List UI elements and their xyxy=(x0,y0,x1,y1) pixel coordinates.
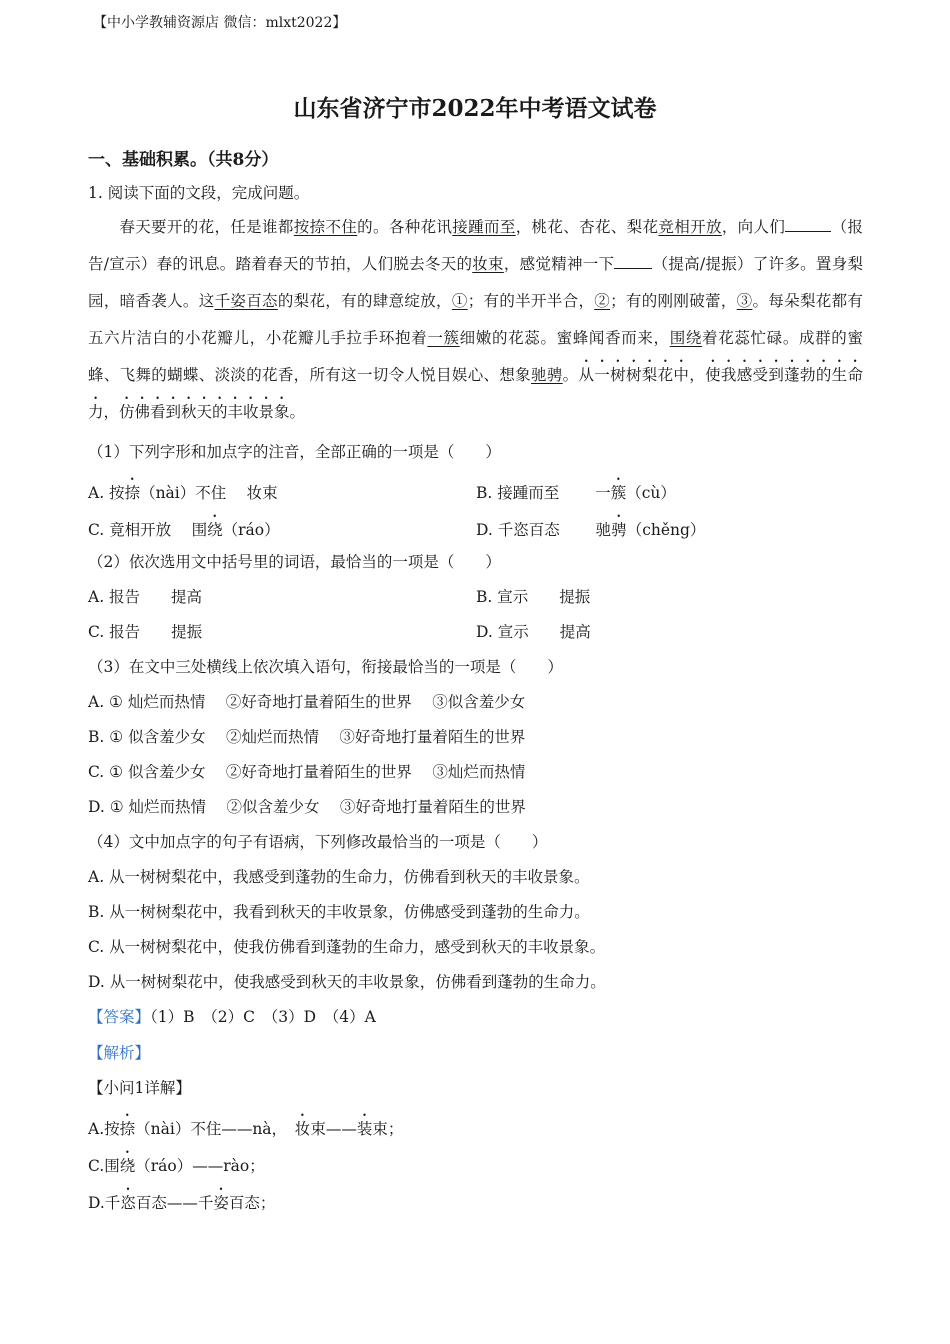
passage-text: （提高/提振）了许多。置身梨园，暗香袭人。这 xyxy=(88,255,863,310)
answer-label: 【答案】 xyxy=(88,1008,151,1026)
dotted-sentence: 从一树树梨花中，使我感受到蓬勃的生命力，仿佛看到秋天的丰收景象。 xyxy=(88,366,863,421)
dotted-char: 装 xyxy=(356,1120,373,1138)
underlined-word: 围绕 xyxy=(669,329,703,347)
passage-text: ，桃花、杏花、梨花 xyxy=(515,218,659,236)
dotted-char: 绕 xyxy=(207,521,223,539)
passage-text: 细嫩的花蕊。蜜蜂闻香而来， xyxy=(459,329,670,347)
question-4-stem: （4）文中加点字的句子有语病，下列修改最恰当的一项是（ ） xyxy=(88,833,548,851)
q1-option-c xyxy=(88,512,280,540)
explanation-d xyxy=(88,1185,275,1213)
dotted-char: 捺 xyxy=(124,484,141,502)
analysis-label: 【解析】 xyxy=(88,1044,151,1062)
answer-line xyxy=(88,1005,376,1027)
explain-text: 束—— xyxy=(310,1120,357,1138)
explanation-a xyxy=(88,1111,403,1139)
fill-blank xyxy=(819,217,831,232)
option-text: D. 千恣百态 驰 xyxy=(476,521,612,539)
q3-option-b: B. ① 似含羞少女 ②灿烂而热情 ③好奇地打量着陌生的世界 xyxy=(88,728,526,746)
fill-blank xyxy=(785,217,819,232)
explain-text: 百态； xyxy=(228,1194,276,1212)
q2-option-b: B. 宣示 提振 xyxy=(476,588,591,606)
option-text: （chěng） xyxy=(626,521,706,539)
underlined-word: 一簇 xyxy=(427,329,460,347)
explain-text: 百态——千 xyxy=(135,1194,214,1212)
q3-option-a: A. ① 灿烂而热情 ②好奇地打量着陌生的世界 ③似含羞少女 xyxy=(88,693,526,711)
passage-text: ，向人们 xyxy=(721,218,786,236)
option-text: （nài）不住 妆束 xyxy=(140,484,278,502)
dotted-char: 绕 xyxy=(119,1157,136,1175)
explain-text: C.围 xyxy=(88,1157,120,1175)
blank-marker: ① xyxy=(451,292,468,310)
question1-intro: 1. 阅读下面的文段，完成问题。 xyxy=(88,184,310,202)
passage-text: ；有的半开半合， xyxy=(467,292,595,310)
option-text: （ráo） xyxy=(222,521,280,539)
dotted-char: 恣 xyxy=(120,1194,136,1212)
underlined-word: 按捺不住 xyxy=(293,218,358,236)
underlined-word: 接踵而至 xyxy=(452,218,516,236)
explain-text: A.按 xyxy=(88,1120,120,1138)
q4-option-c: C. 从一树树梨花中，使我仿佛看到蓬勃的生命力，感受到秋天的丰收景象。 xyxy=(88,938,606,956)
q2-option-c: C. 报告 提振 xyxy=(88,623,203,641)
q2-option-d: D. 宣示 提高 xyxy=(476,623,591,641)
passage-text: 春天要开的花，任是谁都 xyxy=(119,218,294,236)
passage-text: ；有的刚刚破蕾， xyxy=(610,292,737,310)
blank-marker: ② xyxy=(594,292,611,310)
explain-text: 束； xyxy=(372,1120,404,1138)
question-1-stem: （1）下列字形和加点字的注音，全部正确的一项是（ ） xyxy=(88,443,501,461)
q3-option-c: C. ① 似含羞少女 ②好奇地打量着陌生的世界 ③灿烂而热情 xyxy=(88,763,526,781)
dotted-char: 簇 xyxy=(610,484,627,502)
q4-option-a: A. 从一树树梨花中，我感受到蓬勃的生命力，仿佛看到秋天的丰收景象。 xyxy=(88,868,590,886)
underlined-word: 驰骋 xyxy=(531,366,563,384)
passage-text: 的。各种花讯 xyxy=(357,218,453,236)
option-text: B. 接踵而至 一 xyxy=(476,484,611,502)
q4-option-d: D. 从一树树梨花中，使我感受到秋天的丰收景象，仿佛看到蓬勃的生命力。 xyxy=(88,973,606,991)
passage-text: （报告/宣示）春的讯息。踏着春天的节拍，人们脱去冬天的 xyxy=(88,218,863,273)
explain-text: D.千 xyxy=(88,1194,121,1212)
dotted-char: 骋 xyxy=(611,521,627,539)
page-title: 山东省济宁市2022年中考语文试卷 xyxy=(293,95,657,122)
option-text: C. 竟相开放 围 xyxy=(88,521,208,539)
explain-text: （nài）不住——nà， xyxy=(135,1120,295,1138)
reading-passage xyxy=(88,209,863,431)
answer-text: （1）B （2）C （3）D （4）A xyxy=(150,1008,376,1026)
option-text: （cù） xyxy=(626,484,676,502)
explain-text: （ráo）——rào； xyxy=(135,1157,265,1175)
passage-text: 。每朵梨花都有五六片洁白的小花瓣儿，小花瓣儿手拉手环抱着 xyxy=(88,292,863,347)
q1-option-b xyxy=(476,475,676,503)
passage-text: 着花蕊忙碌。成群的蜜蜂、飞舞的蝴蝶、淡淡的花香，所有这一切令人悦目娱心、想象 xyxy=(88,329,863,384)
passage-text: 的梨花，有的肆意绽放， xyxy=(277,292,452,310)
header-note: 【中小学教辅资源店 微信：mlxt2022】 xyxy=(93,15,347,31)
q1-option-a xyxy=(88,475,278,503)
underlined-word: 竞相开放 xyxy=(658,218,722,236)
underlined-word: 妆束 xyxy=(472,255,504,273)
question-3-stem: （3）在文中三处横线上依次填入语句，衔接最恰当的一项是（ ） xyxy=(88,658,563,676)
q2-option-a: A. 报告 提高 xyxy=(88,588,203,606)
option-text: A. 按 xyxy=(88,484,125,502)
sub-question-label: 【小问1详解】 xyxy=(88,1079,191,1097)
explanation-c xyxy=(88,1148,265,1176)
dotted-char: 捺 xyxy=(119,1120,136,1138)
question-2-stem: （2）依次选用文中括号里的词语，最恰当的一项是（ ） xyxy=(88,553,501,571)
section-heading: 一、基础积累。（共8分） xyxy=(88,150,279,170)
passage-text: 。 xyxy=(562,366,579,384)
dotted-char: 妆 xyxy=(294,1120,311,1138)
blank-marker: ③ xyxy=(736,292,753,310)
underlined-word: 千姿百态 xyxy=(214,292,278,310)
q1-option-d xyxy=(476,512,705,540)
q4-option-b: B. 从一树树梨花中，我看到秋天的丰收景象，仿佛感受到蓬勃的生命力。 xyxy=(88,903,590,921)
dotted-char: 姿 xyxy=(213,1194,229,1212)
fill-blank xyxy=(614,254,652,269)
q3-option-d: D. ① 灿烂而热情 ②似含羞少女 ③好奇地打量着陌生的世界 xyxy=(88,798,526,816)
passage-text: ，感觉精神一下 xyxy=(503,255,615,273)
